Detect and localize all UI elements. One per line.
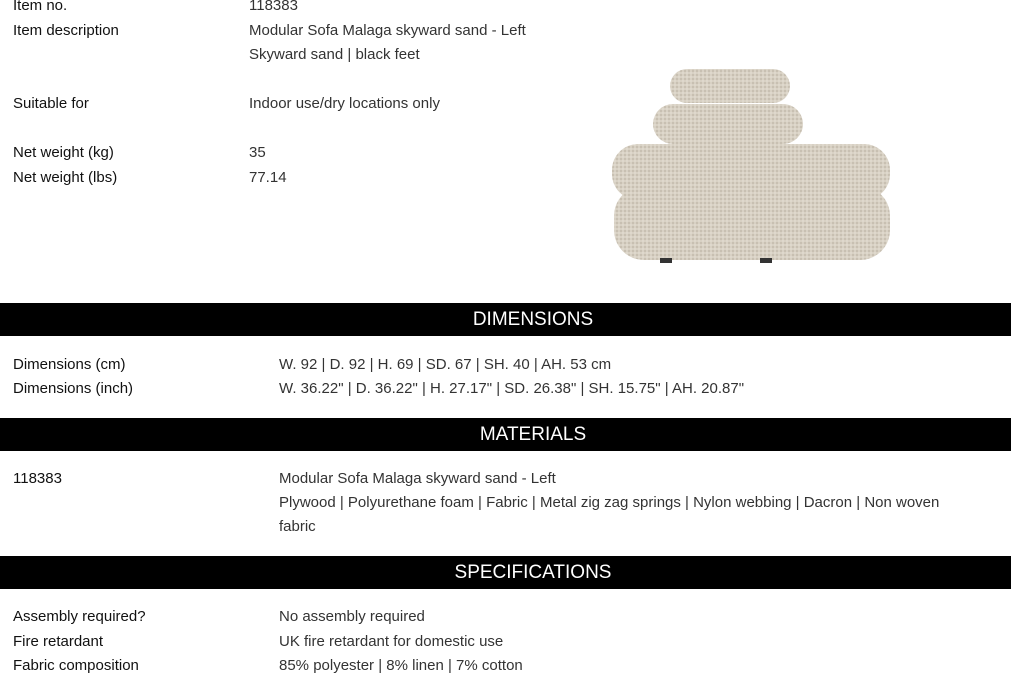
net-weight-kg-value: 35 — [249, 144, 266, 161]
item-no-value: 118383 — [249, 0, 298, 14]
assembly-label: Assembly required? — [13, 608, 146, 625]
specifications-title: SPECIFICATIONS — [454, 562, 612, 583]
net-weight-lbs-label: Net weight (lbs) — [13, 169, 118, 186]
fabric-composition-label: Fabric composition — [13, 657, 139, 674]
net-weight-kg-label: Net weight (kg) — [13, 144, 114, 161]
materials-line-2: Plywood | Polyurethane foam | Fabric | Metal zig zag springs | Nylon webbing | Dacron | Non woven — [279, 494, 940, 511]
materials-line-3: fabric — [279, 518, 316, 535]
materials-header — [0, 418, 1011, 451]
specifications-header — [0, 556, 1011, 589]
assembly-value: No assembly required — [279, 608, 425, 625]
suitable-for-value: Indoor use/dry locations only — [249, 95, 440, 112]
dimensions-cm-value: W. 92 | D. 92 | H. 69 | SD. 67 | SH. 40 | AH. 53 cm — [279, 356, 612, 373]
item-description-label: Item description — [13, 22, 119, 39]
product-image-sofa — [600, 62, 900, 267]
item-description-value: Modular Sofa Malaga skyward sand - Left — [249, 22, 526, 39]
suitable-for-label: Suitable for — [13, 95, 89, 112]
dimensions-cm-label: Dimensions (cm) — [13, 356, 126, 373]
materials-item-label: 118383 — [13, 470, 62, 487]
dimensions-header — [0, 303, 1011, 336]
fire-retardant-label: Fire retardant — [13, 633, 104, 650]
dimensions-title: DIMENSIONS — [472, 309, 594, 330]
net-weight-lbs-value: 77.14 — [249, 169, 287, 186]
fabric-composition-value: 85% polyester | 8% linen | 7% cotton — [279, 657, 523, 674]
item-description-value-2: Skyward sand | black feet — [249, 46, 420, 63]
materials-title: MATERIALS — [479, 424, 587, 445]
dimensions-inch-value: W. 36.22" | D. 36.22" | H. 27.17" | SD. 26.38" | SH. 15.75" | AH. 20.87" — [279, 380, 745, 397]
materials-line-1: Modular Sofa Malaga skyward sand - Left — [279, 470, 556, 487]
dimensions-inch-label: Dimensions (inch) — [13, 380, 134, 397]
item-no-label: Item no. — [13, 0, 68, 14]
fire-retardant-value: UK fire retardant for domestic use — [279, 633, 504, 650]
